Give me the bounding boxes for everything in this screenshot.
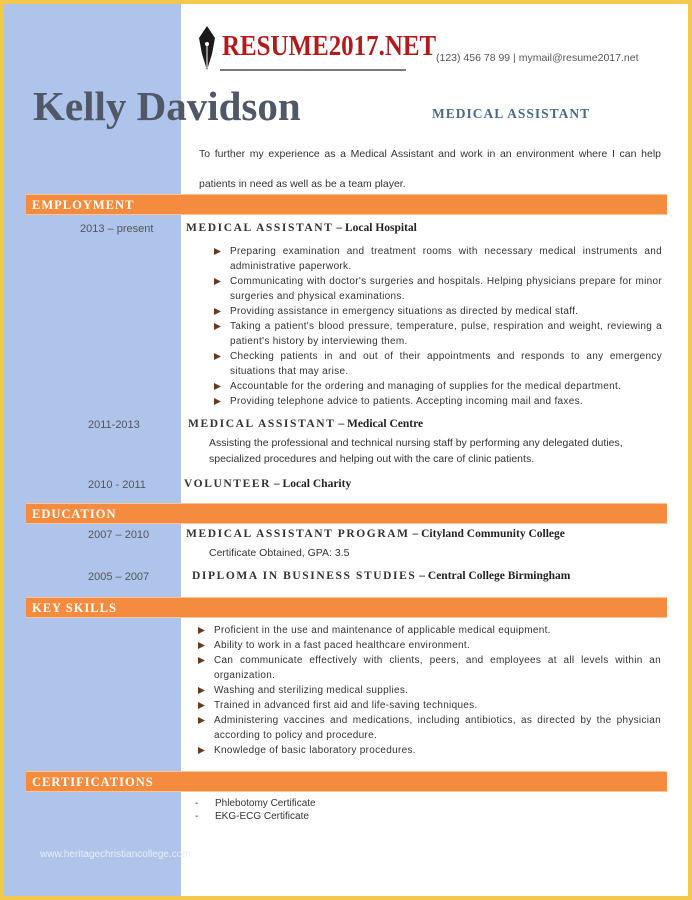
site-logo — [196, 24, 437, 72]
job-description: Assisting the professional and technical nursing staff by performing any delegated duties, specialized procedures and helping out with the care of clinic patients. — [209, 437, 623, 465]
arrow-bullet-icon — [214, 308, 221, 315]
institution: – Cityland Community College — [409, 528, 565, 540]
arrow-bullet-icon — [198, 747, 205, 754]
section-title: KEY SKILLS — [32, 601, 117, 615]
contact-info: (123) 456 78 99 | mymail@resume2017.net — [436, 52, 639, 64]
dash-bullet: - — [195, 798, 199, 809]
list-item: Proficient in the use and maintenance of applicable medical equipment. — [196, 623, 661, 638]
education-heading — [192, 570, 570, 582]
section-header-skills — [26, 597, 667, 618]
arrow-bullet-icon — [214, 278, 221, 285]
section-title: EMPLOYMENT — [32, 198, 135, 212]
education-heading — [186, 528, 565, 540]
list-item: Providing assistance in emergency situations as directed by medical staff. — [212, 304, 662, 319]
list-item: Can communicate effectively with clients, peers, and employees at all levels within an organization. — [196, 653, 661, 683]
list-item — [195, 810, 316, 823]
job-heading — [188, 418, 423, 430]
arrow-bullet-icon — [214, 383, 221, 390]
arrow-bullet-icon — [198, 702, 205, 709]
arrow-bullet-icon — [198, 657, 205, 664]
job-title: MEDICAL ASSISTANT — [432, 106, 591, 121]
summary-text: To further my experience as a Medical Assistant and work in an environment where I can help patients in need as well as be a team player. — [199, 148, 661, 190]
education-note: Certificate Obtained, GPA: 3.5 — [209, 547, 350, 559]
skills-list — [196, 623, 661, 758]
arrow-bullet-icon — [214, 323, 221, 330]
program-title: MEDICAL ASSISTANT PROGRAM — [186, 528, 410, 540]
logo-underline — [220, 69, 406, 71]
watermark: www.heritagechristiancollege.com — [40, 849, 191, 860]
job-employer: – Local Hospital — [333, 222, 417, 234]
dash-bullet: - — [195, 811, 199, 822]
job-duties-list — [212, 244, 662, 409]
certificate-name: Phlebotomy Certificate — [215, 798, 316, 809]
arrow-bullet-icon — [198, 627, 205, 634]
list-item: Trained in advanced first aid and life-saving techniques. — [196, 698, 661, 713]
certificate-name: EKG-ECG Certificate — [215, 811, 309, 822]
arrow-bullet-icon — [198, 687, 205, 694]
job-title: VOLUNTEER — [184, 478, 272, 490]
list-item: Communicating with doctor's surgeries and hospitals. Helping physicians prepare for minor surgeries and physical examinations. — [212, 274, 662, 304]
fountain-pen-icon — [196, 24, 218, 72]
list-item — [195, 797, 316, 810]
sidebar-column — [4, 4, 181, 896]
section-title: CERTIFICATIONS — [32, 775, 154, 789]
job-date: 2013 – present — [80, 223, 154, 235]
arrow-bullet-icon — [198, 642, 205, 649]
job-employer: – Local Charity — [271, 478, 352, 490]
candidate-name: Kelly Davidson — [33, 83, 301, 129]
education-date: 2005 – 2007 — [88, 571, 150, 583]
list-item: Accountable for the ordering and managing of supplies for the medical department. — [212, 379, 662, 394]
job-heading — [184, 478, 351, 490]
list-item: Ability to work in a fast paced healthcare environment. — [196, 638, 661, 653]
list-item: Checking patients in and out of their appointments and responds to any emergency situations that may arise. — [212, 349, 662, 379]
institution: – Central College Birmingham — [416, 570, 571, 582]
list-item: Washing and sterilizing medical supplies. — [196, 683, 661, 698]
arrow-bullet-icon — [214, 398, 221, 405]
job-employer: – Medical Centre — [335, 418, 424, 430]
arrow-bullet-icon — [198, 717, 205, 724]
arrow-bullet-icon — [214, 353, 221, 360]
section-header-employment — [26, 194, 667, 215]
arrow-bullet-icon — [214, 248, 221, 255]
logo-text: RESUME2017.NET — [222, 30, 437, 62]
list-item: Preparing examination and treatment rooms with necessary medical instruments and administrative paperwork. — [212, 244, 662, 274]
certifications-list — [195, 797, 316, 823]
job-heading — [186, 222, 417, 234]
list-item: Administering vaccines and medications, including antibiotics, as directed by the physician according to policy and procedure. — [196, 713, 661, 743]
program-title: DIPLOMA IN BUSINESS STUDIES — [192, 570, 417, 582]
education-date: 2007 – 2010 — [88, 529, 150, 541]
job-date: 2010 - 2011 — [88, 479, 146, 491]
job-title: MEDICAL ASSISTANT — [186, 222, 334, 234]
section-header-certifications — [26, 771, 667, 792]
list-item: Knowledge of basic laboratory procedures. — [196, 743, 661, 758]
section-header-education — [26, 503, 667, 524]
list-item: Providing telephone advice to patients. Accepting incoming mail and faxes. — [212, 394, 662, 409]
job-date: 2011-2013 — [88, 419, 140, 431]
section-title: EDUCATION — [32, 507, 117, 521]
job-title: MEDICAL ASSISTANT — [188, 418, 336, 430]
list-item: Taking a patient's blood pressure, temperature, pulse, respiration and weight, reviewing a patient's history by interviewing them. — [212, 319, 662, 349]
